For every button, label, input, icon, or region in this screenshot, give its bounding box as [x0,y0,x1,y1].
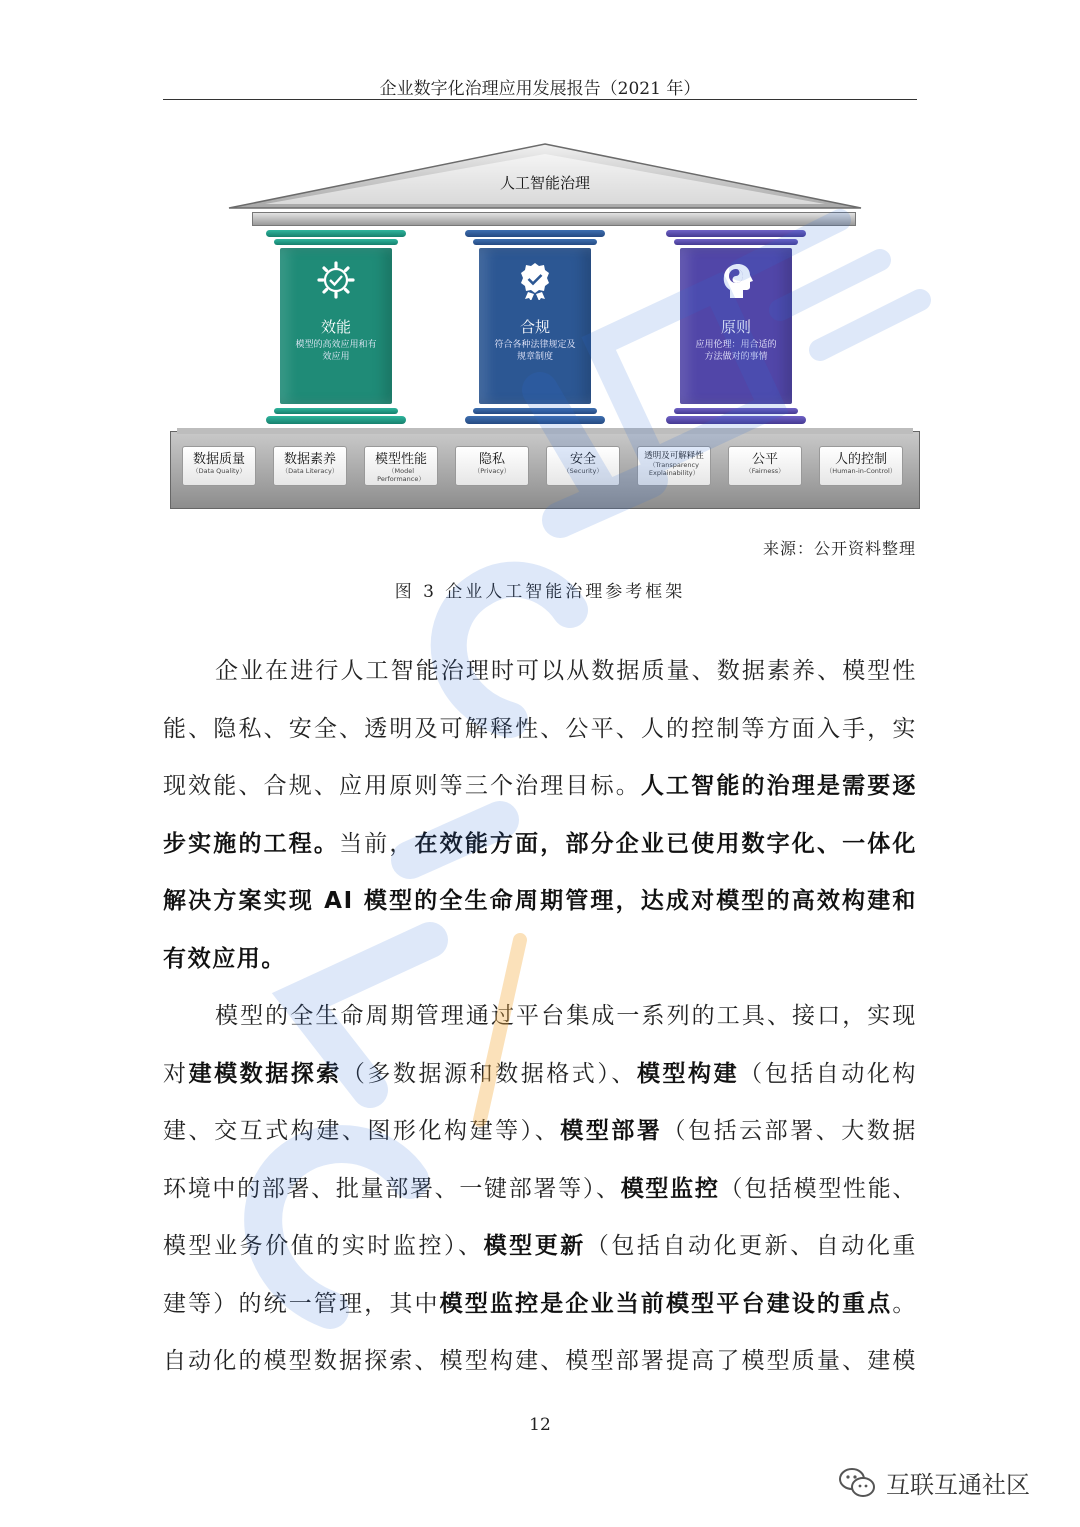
foundation-item-label: 数据素养 [283,452,336,467]
pillar-cap [666,230,806,237]
paragraph-line [163,816,917,874]
wechat-attribution [838,1465,1030,1500]
foundation-item-english: （Data Quality） [192,467,246,475]
text-run: 自动化的模型数据探索、模型构建、模型部署提高了模型质量、建模 [163,1348,917,1374]
bold-text-run: 在效能方面，部分企业已使用数字化、一体化 [414,830,918,857]
paragraph-line [163,701,917,759]
text-run: 企业在进行人工智能治理时可以从数据质量、数据素养、模型性 [215,658,917,684]
foundation-item-label: 安全 [569,452,596,467]
bold-text-run: 模型监控是企业当前模型平台建设的重点 [439,1290,893,1317]
pillar-base [274,408,398,414]
text-run: 。 [892,1290,917,1317]
foundation-item [364,446,438,486]
text-run: 模型的全生命周期管理通过平台集成一系列的工具、接口，实现 [215,1003,917,1029]
foundation-item-label: 公平 [751,452,778,467]
pillar-base [465,416,605,424]
running-header: 企业数字化治理应用发展报告（2021 年） [379,79,701,99]
roof-title: 人工智能治理 [499,174,590,192]
pillar-cap [465,230,605,237]
pillar-cap [274,239,398,245]
pillar-base [266,416,406,424]
text-run: （包括云部署、大数据 [662,1118,917,1144]
paragraph-line [163,1333,917,1391]
text-run: 环境中的部署、批量部署、一键部署等）、 [163,1175,621,1202]
figure-caption: 图 3 企业人工智能治理参考框架 [394,582,686,602]
bold-text-run: 有效应用。 [163,945,286,972]
figure-source: 来源：公开资料整理 [762,539,916,558]
bold-text-run: 步实施的工程。 [163,830,340,857]
foundation-item [728,446,802,486]
foundation-item-label: 隐私 [478,452,505,467]
foundation-item-label: 数据质量 [192,452,245,467]
bold-text-run: 模型监控 [620,1175,720,1202]
text-run: 现效能、合规、应用原则等三个治理目标。 [163,773,641,799]
pillar-shaft [680,248,792,404]
paragraph-line [163,1161,917,1219]
foundation-item-label: 模型性能 [374,452,427,467]
foundation-item-english: （Privacy） [473,467,511,475]
paragraph-line [163,758,917,816]
foundation-item-label: 人的控制 [834,452,887,467]
badge-check-icon [515,260,555,300]
foundation-item [546,446,620,486]
text-run: （多数据源和数据格式）、 [341,1060,637,1087]
bold-text-run: 模型更新 [483,1233,586,1259]
text-run: 能、隐私、安全、透明及可解释性、公平、人的控制等方面入手，实 [163,715,917,742]
text-run: （包括模型性能、 [719,1175,918,1202]
paragraph-line [163,1046,917,1104]
pillar-title: 效能 [320,318,351,336]
pillar-description: 模型的高效应用和有效应用 [295,340,377,362]
pillar-effectiveness [266,230,406,435]
foundation-item-english: （Model Performance） [377,467,425,483]
text-run: 当前， [339,830,415,857]
pillar-cap [674,239,798,245]
pillar-base [674,408,798,414]
paragraph-line [163,988,917,1046]
foundation-item [455,446,529,486]
pillar-description: 符合各种法律规定及规章制度 [494,340,576,362]
foundation-item-english: （Security） [563,467,603,475]
foundation-item [182,446,256,486]
pillar-cap [266,230,406,237]
paragraph-line [163,931,917,989]
bold-text-run: 解决方案实现 AI 模型的全生命周期管理，达成对模型的高效构建和 [163,888,917,914]
pillar-description: 应用伦理：用合适的方法做对的事情 [695,340,777,362]
text-run: 建、交互式构建、图形化构建等）、 [163,1118,561,1144]
text-run: 建等）的统一管理，其中 [163,1290,440,1317]
bold-text-run: 模型部署 [560,1118,663,1144]
beam [252,212,856,226]
bold-text-run: 建模数据探索 [188,1060,342,1087]
paragraph-line [163,1103,917,1161]
page-number: 12 [529,1415,551,1435]
paragraph-line [163,873,917,931]
pillar-shaft [479,248,591,404]
pillar-base [666,416,806,424]
wechat-label: 互联互通社区 [886,1471,1030,1499]
bold-text-run: 人工智能的治理是需要逐 [640,773,917,799]
ai-governance-framework-figure [170,140,920,518]
bold-text-run: 模型构建 [636,1060,740,1087]
paragraph-line [163,1276,917,1334]
paragraph-line [163,643,917,701]
foundation-item-english: （Human-in-Control） [825,467,897,475]
foundation-item [637,446,711,486]
pillar-compliance [465,230,605,435]
foundation-item-english: （Data Literacy） [281,467,339,475]
text-run: 对 [163,1060,189,1087]
body-text [163,643,917,1391]
pillar-base [473,408,597,414]
paragraph-line [163,1218,917,1276]
pillar-title: 合规 [519,318,550,336]
foundation-item-english: （Transparency Explainability） [648,461,700,477]
pillar-principles [666,230,806,435]
pillar-title: 原则 [720,318,751,336]
foundation-item [273,446,347,486]
foundation-top [177,428,913,434]
foundation-item-english: （Fairness） [745,467,785,475]
foundation-item-label: 透明及可解释性 [644,451,704,461]
foundation-item [819,446,903,486]
head-yinyang-icon [716,260,756,300]
pillar-cap [473,239,597,245]
text-run: （包括自动化构 [739,1060,918,1087]
text-run: （包括自动化更新、自动化重 [585,1233,917,1259]
wechat-icon [838,1467,876,1499]
pillar-shaft [280,248,392,404]
foundation [170,431,920,509]
gear-check-icon [316,260,356,300]
header-rule [163,99,917,100]
text-run: 模型业务价值的实时监控）、 [163,1233,484,1259]
